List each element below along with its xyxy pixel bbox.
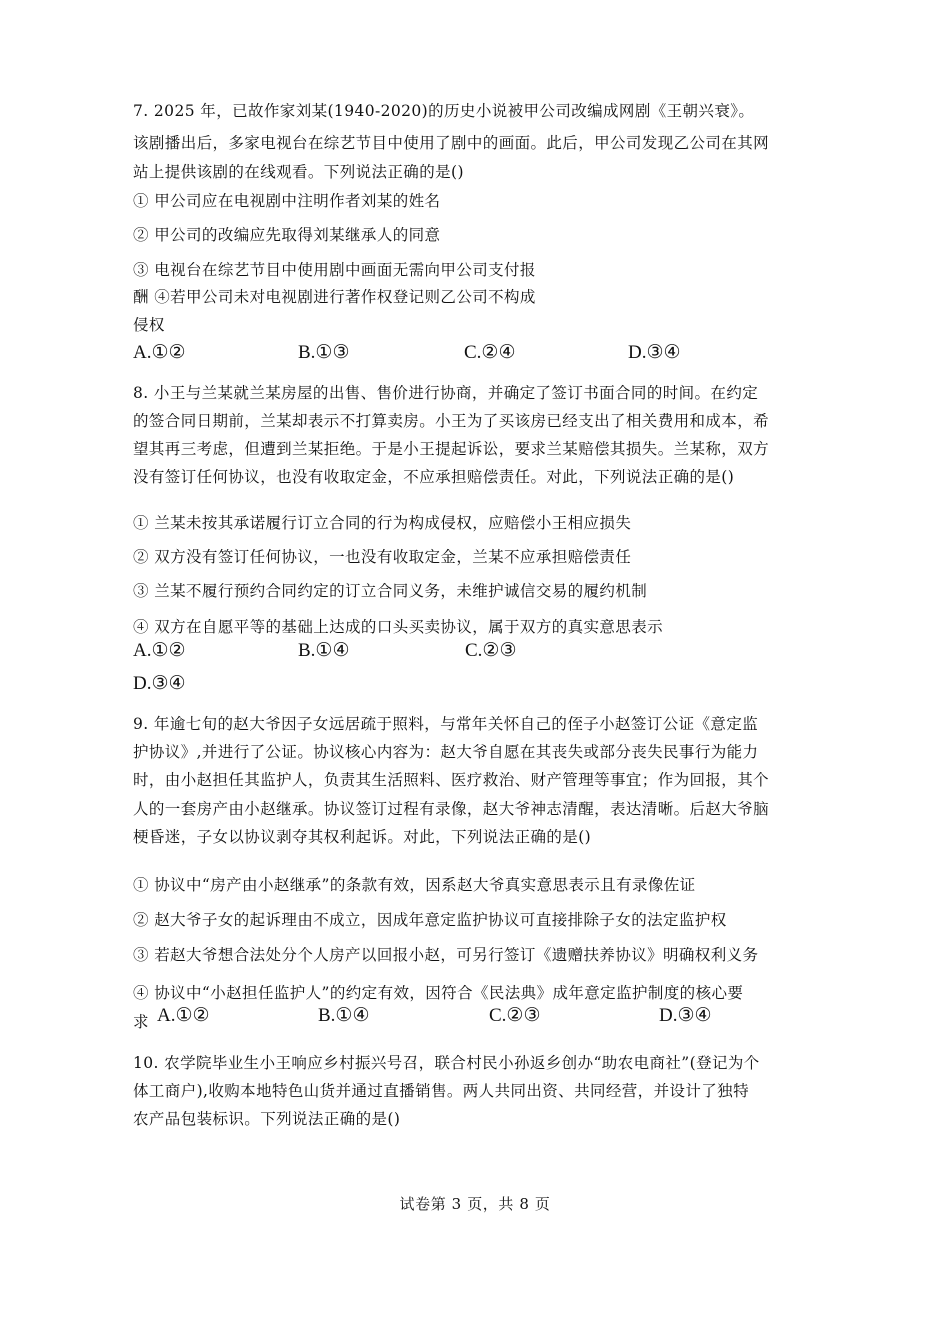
q9-line-1: 9. 年逾七旬的赵大爷因子女远居疏于照料，与常年关怀自己的侄子小赵签订公证《意定监 bbox=[133, 715, 759, 733]
q9-option-d: D.③④ bbox=[659, 1005, 712, 1026]
q10-line-1: 10. 农学院毕业生小王响应乡村振兴号召，联合村民小孙返乡创办“助农电商社”(登记为个 bbox=[133, 1054, 760, 1072]
q9-item-3: ③ 若赵大爷想合法处分个人房产以回报小赵，可另行签订《遗赠扶养协议》明确权利义务 bbox=[133, 946, 759, 964]
q9-option-a: A.①② bbox=[157, 1005, 210, 1026]
q8-option-b: B.①④ bbox=[298, 640, 350, 661]
q9-line-2: 护协议》,并进行了公证。协议核心内容为：赵大爷自愿在其丧失或部分丧失民事行为能力 bbox=[133, 743, 759, 761]
q7-option-c: C.②④ bbox=[464, 342, 516, 363]
q8-option-a: A.①② bbox=[133, 640, 186, 661]
q8-line-4: 没有签订任何协议，也没有收取定金，不应承担赔偿责任。对此，下列说法正确的是() bbox=[133, 468, 735, 486]
q9-line-4: 人的一套房产由小赵继承。协议签订过程有录像，赵大爷神志清醒，表达清晰。后赵大爷脑 bbox=[133, 800, 770, 818]
q7-item-1: ① 甲公司应在电视剧中注明作者刘某的姓名 bbox=[133, 192, 441, 210]
q8-line-1: 8. 小王与兰某就兰某房屋的出售、售价进行协商，并确定了签订书面合同的时间。在约定 bbox=[133, 384, 759, 402]
q9-line-3: 时，由小赵担任其监护人，负责其生活照料、医疗救治、财产管理等事宜；作为回报，其个 bbox=[133, 771, 770, 789]
q8-item-1: ① 兰某未按其承诺履行订立合同的行为构成侵权，应赔偿小王相应损失 bbox=[133, 514, 632, 532]
q10-line-3: 农产品包装标识。下列说法正确的是() bbox=[133, 1110, 401, 1128]
q8-line-3: 望其再三考虑，但遭到兰某拒绝。于是小王提起诉讼，要求兰某赔偿其损失。兰某称，双方 bbox=[133, 440, 770, 458]
q10-line-2: 体工商户),收购本地特色山货并通过直播销售。两人共同出资、共同经营，并设计了独特 bbox=[133, 1082, 749, 1100]
q7-option-a: A.①② bbox=[133, 342, 186, 363]
q7-item-4-cont: 侵权 bbox=[133, 316, 165, 334]
q7-item-3: ③ 电视台在综艺节目中使用剧中画面无需向甲公司支付报 bbox=[133, 261, 536, 279]
q8-option-c: C.②③ bbox=[465, 640, 517, 661]
q9-item-2: ② 赵大爷子女的起诉理由不成立，因成年意定监护协议可直接排除子女的法定监护权 bbox=[133, 911, 727, 929]
q7-option-b: B.①③ bbox=[298, 342, 350, 363]
q8-item-2: ② 双方没有签订任何协议，一也没有收取定金，兰某不应承担赔偿责任 bbox=[133, 548, 632, 566]
q8-item-3: ③ 兰某不履行预约合同约定的订立合同义务，未维护诚信交易的履约机制 bbox=[133, 582, 648, 600]
page-footer: 试卷第 3 页，共 8 页 bbox=[399, 1195, 551, 1213]
q9-item-4: ④ 协议中“小赵担任监护人”的约定有效，因符合《民法典》成年意定监护制度的核心要 bbox=[133, 984, 744, 1002]
q7-item-2: ② 甲公司的改编应先取得刘某继承人的同意 bbox=[133, 226, 441, 244]
q9-option-b: B.①④ bbox=[318, 1005, 370, 1026]
q8-option-d: D.③④ bbox=[133, 673, 186, 694]
q9-item-1: ① 协议中“房产由小赵继承”的条款有效，因系赵大爷真实意思表示且有录像佐证 bbox=[133, 876, 696, 894]
q7-line-3: 站上提供该剧的在线观看。下列说法正确的是() bbox=[133, 163, 464, 181]
q7-line-1: 7. 2025 年，已故作家刘某(1940-2020)的历史小说被甲公司改编成网剧《王朝兴衰》。 bbox=[133, 102, 755, 120]
q7-line-2: 该剧播出后，多家电视台在综艺节目中使用了剧中的画面。此后，甲公司发现乙公司在其网 bbox=[133, 134, 770, 152]
q9-option-c: C.②③ bbox=[489, 1005, 541, 1026]
q9-line-5: 梗昏迷，子女以协议剥夺其权利起诉。对此，下列说法正确的是() bbox=[133, 828, 592, 846]
q8-line-2: 的签合同日期前，兰某却表示不打算卖房。小王为了买该房已经支出了相关费用和成本，希 bbox=[133, 412, 770, 430]
q7-option-d: D.③④ bbox=[628, 342, 681, 363]
q9-item-4-tail: 求 bbox=[133, 1013, 149, 1031]
q8-item-4: ④ 双方在自愿平等的基础上达成的口头买卖协议，属于双方的真实意思表示 bbox=[133, 618, 664, 636]
q7-item-3-cont: 酬 ④若甲公司未对电视剧进行著作权登记则乙公司不构成 bbox=[133, 288, 536, 306]
